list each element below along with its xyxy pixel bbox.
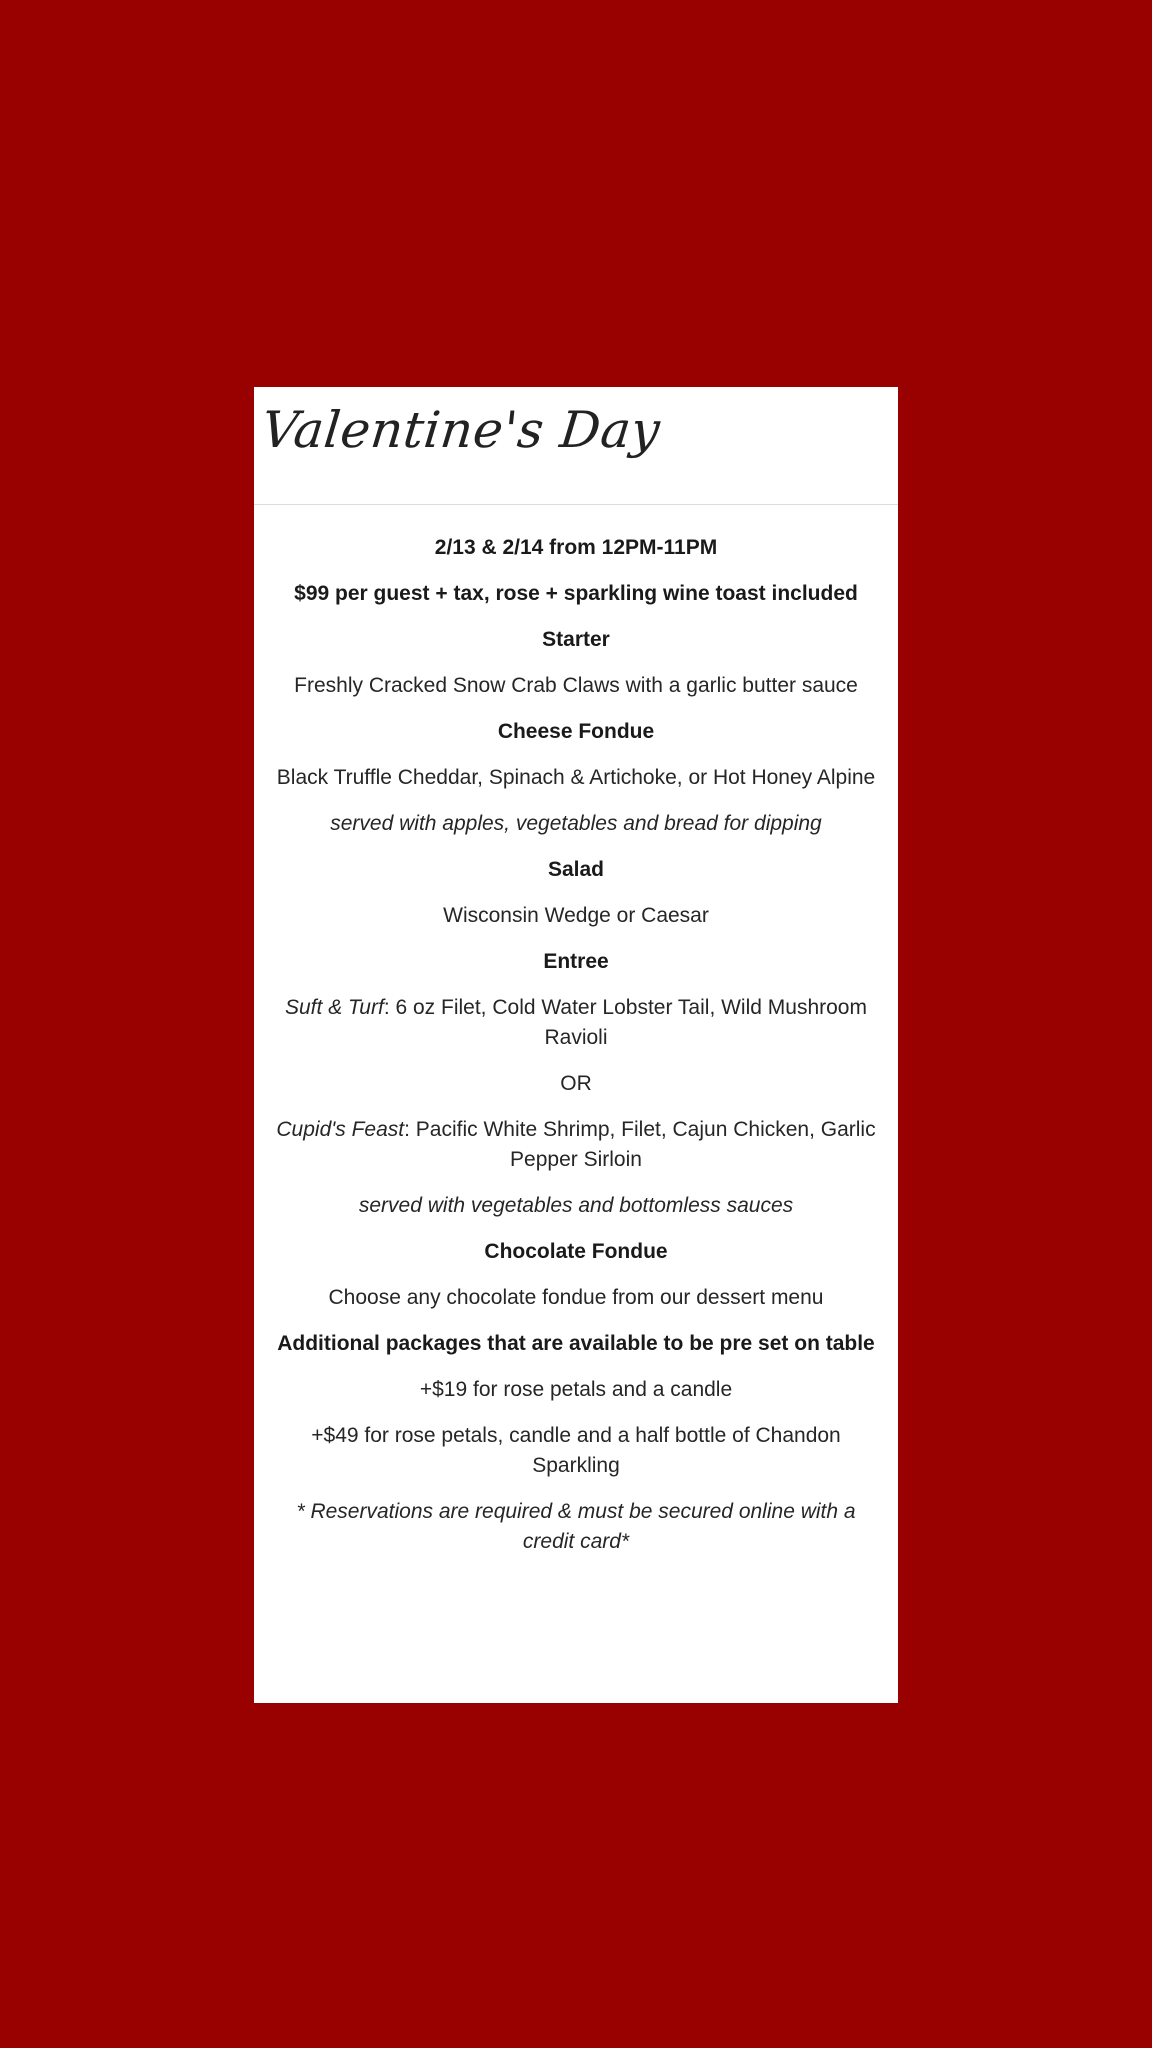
menu-title: Valentine's Day — [258, 401, 663, 459]
cheese-fondue-note: served with apples, vegetables and bread for dipping — [330, 812, 822, 835]
price-info: $99 per guest + tax, rose + sparkling wine toast included — [294, 582, 858, 605]
reservation-note: * Reservations are required & must be secured online with a credit card* — [296, 1500, 856, 1553]
salad-heading: Salad — [547, 858, 605, 881]
entree-note: served with vegetables and bottomless sauces — [358, 1194, 794, 1217]
chocolate-fondue-item: Choose any chocolate fondue from our dessert menu — [328, 1286, 824, 1309]
event-dates: 2/13 & 2/14 from 12PM-11PM — [434, 536, 718, 559]
starter-heading: Starter — [542, 628, 610, 651]
entree-heading: Entree — [543, 950, 609, 973]
entree-option-1-desc: : 6 oz Filet, Cold Water Lobster Tail, Wild Mushroom Ravioli — [383, 996, 867, 1049]
entree-option-2 — [268, 1115, 884, 1175]
entree-or-label: OR — [560, 1072, 592, 1095]
package-option-1: +$19 for rose petals and a candle — [419, 1378, 733, 1401]
entree-option-2-name: Cupid's Feast — [276, 1118, 405, 1141]
entree-option-2-desc: : Pacific White Shrimp, Filet, Cajun Chicken, Garlic Pepper Sirloin — [404, 1118, 876, 1171]
menu-body — [254, 505, 898, 1557]
cheese-fondue-item: Black Truffle Cheddar, Spinach & Artichoke, or Hot Honey Alpine — [276, 766, 876, 789]
entree-option-1-name: Suft & Turf — [285, 996, 384, 1019]
menu-card — [254, 387, 898, 1703]
package-option-2: +$49 for rose petals, candle and a half bottle of Chandon Sparkling — [311, 1424, 841, 1477]
cheese-fondue-heading: Cheese Fondue — [497, 720, 655, 743]
salad-item: Wisconsin Wedge or Caesar — [443, 904, 709, 927]
starter-item: Freshly Cracked Snow Crab Claws with a garlic butter sauce — [294, 674, 858, 697]
packages-heading: Additional packages that are available to be pre set on table — [277, 1332, 875, 1355]
menu-header — [254, 387, 898, 505]
chocolate-fondue-heading: Chocolate Fondue — [484, 1240, 668, 1263]
entree-option-1 — [268, 993, 884, 1053]
